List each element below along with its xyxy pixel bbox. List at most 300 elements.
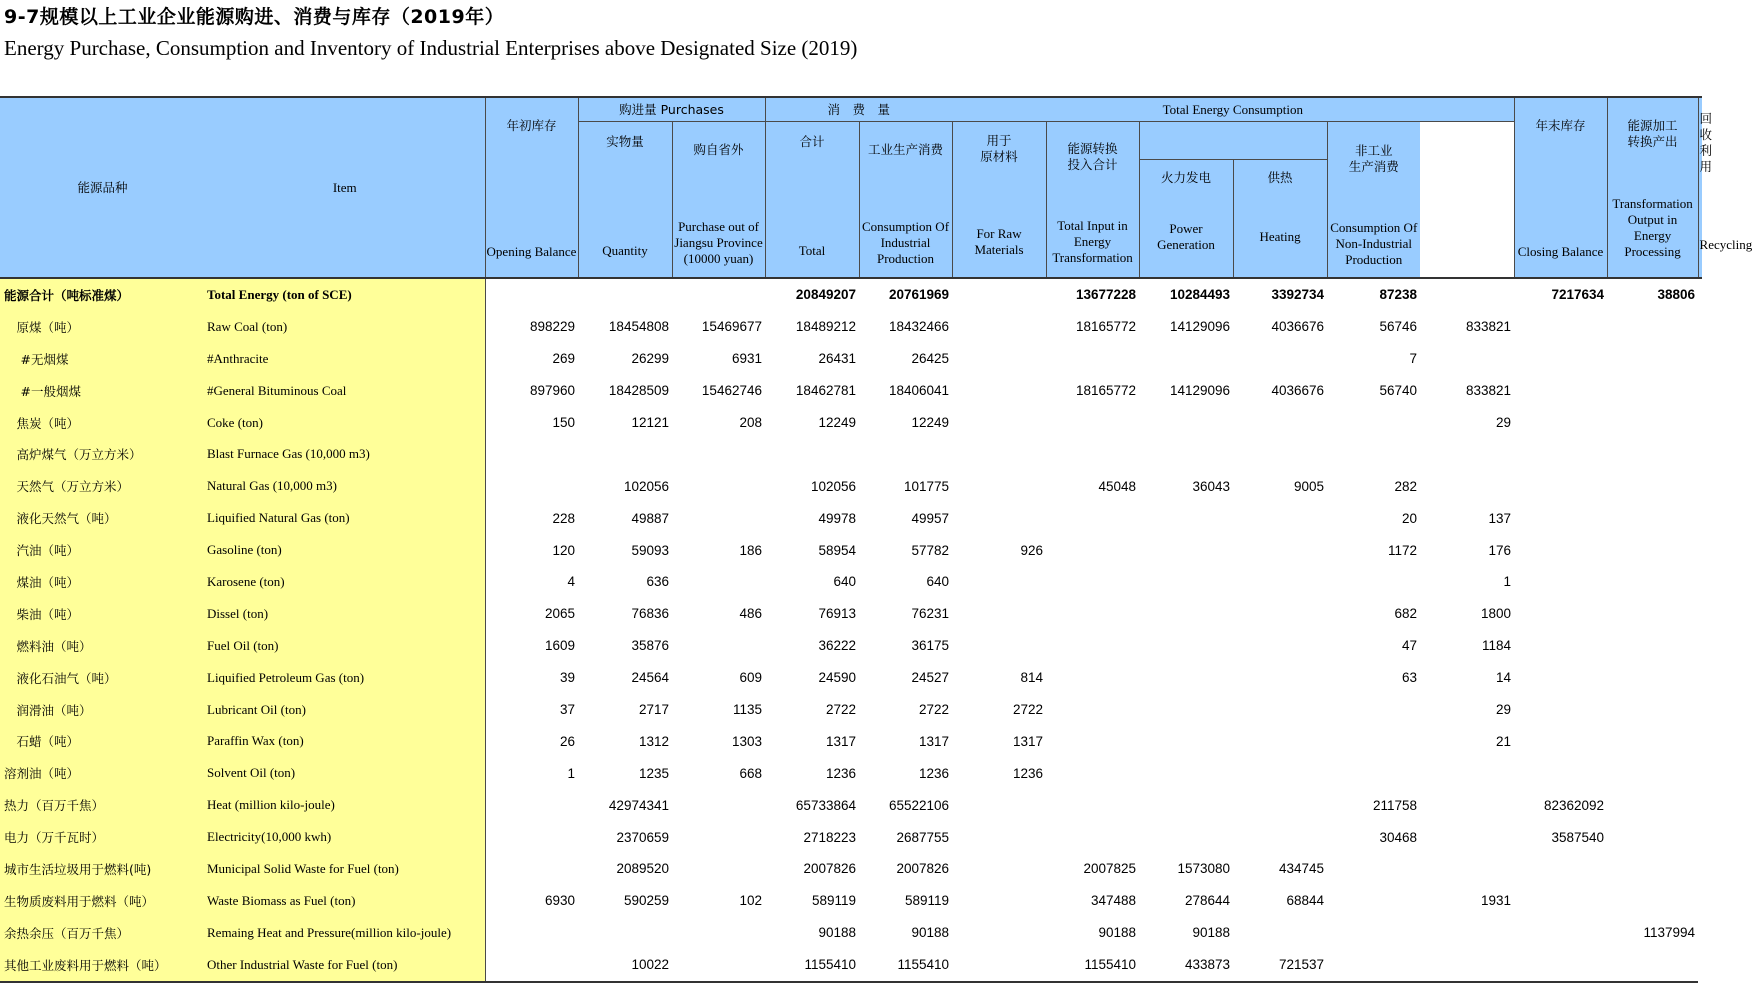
table-cell: 102 [739,893,762,909]
table-cell [1327,853,1420,885]
table-cell: 90188 [1192,925,1231,941]
header-recycling [1698,97,1752,278]
table-cell [1514,470,1607,502]
table-cell: 65733864 [795,797,856,813]
header-closing-en: Closing Balance [1517,243,1604,259]
table-cell [485,789,578,821]
row-item-zh: 电力（万千瓦时） [0,821,205,853]
table-cell: 90188 [1098,925,1137,941]
header-total-zh: 合计 [799,134,825,149]
header-transf-spacer [1139,122,1327,160]
table-cell [1514,502,1607,534]
table-cell [1046,789,1139,821]
table-cell [1046,534,1139,566]
table-cell: 2718223 [803,829,856,845]
table-cell [765,438,859,470]
table-cell: 4036676 [1271,319,1325,335]
table-cell [1607,375,1698,407]
table-cell: 1155410 [1046,949,1139,982]
table-cell: 14129096 [1169,319,1231,335]
row-item-zh: 高炉煤气（万立方米） [0,438,205,470]
table-cell: 18165772 [1075,319,1137,335]
header-nonind [1327,122,1420,279]
row-item-zh: #无烟煤 [0,343,205,375]
header-quantity-en: Quantity [602,243,648,258]
table-cell: 208 [739,415,762,430]
table-cell: 87238 [1379,287,1418,303]
table-cell [859,438,952,470]
table-cell: 56746 [1379,319,1418,335]
table-row [0,502,1702,534]
table-cell: 26431 [818,351,856,367]
table-cell: 833821 [1465,319,1512,335]
table-cell: 433873 [1139,949,1233,982]
table-cell: 150 [552,415,575,430]
table-cell [1420,278,1514,311]
table-cell [1514,375,1607,407]
table-cell: 833821 [1465,383,1512,399]
table-row [0,885,1702,917]
table-cell [1139,725,1233,757]
table-cell: 24527 [911,670,950,686]
table-cell: 12121 [631,415,669,430]
table-cell: 49887 [631,510,669,526]
table-cell [1327,725,1420,757]
table-cell: 21 [1496,733,1512,749]
table-cell [952,470,1046,502]
table-cell: 29 [1496,702,1512,718]
table-cell: 1573080 [1177,861,1231,877]
header-closing [1514,97,1607,278]
row-item-en: Total Energy (ton of SCE) [205,278,485,311]
table-cell: 1931 [1481,893,1512,909]
table-cell: 1317 [1012,733,1044,749]
row-item-zh: 城市生活垃圾用于燃料(吨) [0,853,205,885]
table-cell: 2722 [825,702,856,718]
table-cell: 20849207 [795,287,856,303]
table-cell [1514,757,1607,789]
table-cell: 18462781 [795,383,856,399]
table-cell: 18406041 [888,383,950,399]
table-cell: 926 [1020,542,1044,558]
table-cell [952,789,1046,821]
table-cell: 1135 [732,702,762,718]
header-outprov [672,122,765,279]
row-item-en: Municipal Solid Waste for Fuel (ton) [205,853,485,885]
table-cell: 137 [1488,510,1512,526]
table-cell: 24590 [818,670,856,686]
table-cell [952,566,1046,598]
table-cell: 897960 [529,383,575,399]
header-industrial [859,122,952,279]
table-cell [1514,949,1607,982]
table-row [0,917,1702,949]
table-cell: 49957 [911,510,950,526]
table-cell: 2370659 [616,829,669,845]
table-cell: 1155410 [765,949,859,982]
table-cell [1233,917,1327,949]
header-recycling-zh: 回收利用 [1699,110,1713,174]
table-cell: 15469677 [701,319,762,335]
table-cell [578,278,672,311]
table-cell: 176 [1488,542,1512,558]
table-cell: 1155410 [859,949,952,982]
row-item-zh: 溶剂油（吨） [0,757,205,789]
table-cell: 609 [739,670,762,686]
table-cell: 1184 [1482,638,1512,654]
table-cell [1514,407,1607,439]
table-cell: 26299 [631,351,669,367]
table-cell [485,470,578,502]
table-cell [1607,630,1698,662]
table-cell [952,917,1046,949]
table-cell: 35876 [631,638,669,654]
table-cell [1514,534,1607,566]
table-cell: 1800 [1481,606,1512,622]
table-cell: 38806 [1657,287,1696,303]
header-opening [485,97,578,278]
table-cell: 76913 [818,606,856,622]
table-cell: 228 [552,510,575,526]
table-cell [1607,438,1698,470]
table-cell: 2007825 [1083,861,1137,877]
table-cell: 18432466 [888,319,950,335]
table-cell [1046,694,1139,726]
table-cell [1046,821,1139,853]
row-item-zh: 生物质废料用于燃料（吨） [0,885,205,917]
table-cell: 1172 [1387,542,1418,558]
row-item-en: Waste Biomass as Fuel (ton) [205,885,485,917]
table-cell [1046,502,1139,534]
table-cell: 49978 [818,510,856,526]
table-cell [1607,534,1698,566]
table-cell [1046,757,1139,789]
table-cell: 1 [567,765,575,781]
table-row [0,630,1702,662]
table-cell: 486 [739,606,762,622]
header-industrial-zh: 工业生产消费 [868,142,944,157]
table-cell: 347488 [1090,893,1137,909]
header-opening-en: Opening Balance [486,243,577,259]
table-cell: 1317 [825,733,856,749]
header-rawmat [952,122,1046,279]
table-cell: 3587540 [1551,829,1605,845]
row-item-en: Gasoline (ton) [205,534,485,566]
table-cell: 59093 [631,542,669,558]
table-cell [1607,694,1698,726]
table-cell [485,853,578,885]
table-cell: 211758 [1372,797,1418,813]
row-item-zh: 液化天然气（吨） [0,502,205,534]
header-heating-zh: 供热 [1233,159,1327,196]
table-cell [952,598,1046,630]
table-cell [1514,630,1607,662]
table-cell: 20761969 [888,287,950,303]
table-row [0,470,1702,502]
table-cell [1607,343,1698,375]
table-cell: 24564 [631,670,669,686]
table-cell: 20 [1401,510,1418,526]
row-item-en: Fuel Oil (ton) [205,630,485,662]
table-cell [1233,757,1327,789]
table-row [0,789,1702,821]
table-cell: 13677228 [1075,287,1137,303]
header-transf-zh2: 投入合计 [1067,157,1118,172]
table-cell [1420,470,1514,502]
table-cell [1514,343,1607,375]
row-item-en: Heat (million kilo-joule) [205,789,485,821]
table-cell [1139,694,1233,726]
table-cell [952,502,1046,534]
table-row [0,311,1702,343]
table-cell [1139,438,1233,470]
table-cell: 90188 [818,925,856,941]
table-cell: 7 [1409,351,1418,367]
row-item-zh: 润滑油（吨） [0,694,205,726]
row-item-zh: 余热余压（百万千焦） [0,917,205,949]
header-quantity [578,122,672,279]
table-cell [672,278,765,311]
table-cell: 589119 [904,893,950,909]
table-cell: 1236 [918,765,950,781]
header-recycling-en: Recycling [1699,236,1752,252]
table-cell [1514,725,1607,757]
table-cell: 63 [1401,670,1418,686]
header-consumption-zh: 消 费 量 [765,97,952,122]
row-item-zh: 石蜡（吨） [0,725,205,757]
row-item-zh: 焦炭（吨） [0,407,205,439]
table-cell: 278644 [1184,893,1231,909]
header-opening-zh: 年初库存 [506,117,557,133]
table-cell: 721537 [1233,949,1327,982]
table-cell [1420,917,1514,949]
table-cell [1607,789,1698,821]
table-row [0,534,1702,566]
table-cell [1607,853,1698,885]
table-cell [578,917,672,949]
row-item-en: #General Bituminous Coal [205,375,485,407]
table-cell [485,917,578,949]
header-transf-zh1: 能源转换 [1067,141,1118,156]
table-cell [1233,725,1327,757]
table-cell [672,821,765,853]
row-item-en: Other Industrial Waste for Fuel (ton) [205,949,485,982]
table-cell: 68844 [1286,893,1325,909]
table-row [0,278,1702,311]
table-cell [1046,438,1139,470]
table-cell [952,278,1046,311]
table-cell [1514,566,1607,598]
table-cell [672,438,765,470]
table-cell: 36222 [818,638,856,654]
table-cell: 2687755 [896,829,950,845]
table-cell [1607,311,1698,343]
header-item-en: Item [205,97,485,278]
table-cell [1139,502,1233,534]
table-cell [1139,789,1233,821]
table-cell [1046,598,1139,630]
energy-table [0,96,1752,983]
table-cell [1233,694,1327,726]
table-cell [952,853,1046,885]
table-cell: 12249 [911,415,950,430]
table-cell: 898229 [529,319,575,335]
table-row [0,757,1702,789]
table-cell: 682 [1394,606,1418,622]
table-cell [672,853,765,885]
table-cell [1139,598,1233,630]
header-quantity-zh: 实物量 [606,134,644,149]
table-cell [485,438,578,470]
table-cell: 1 [1503,574,1512,590]
table-row [0,343,1702,375]
table-cell: 1236 [825,765,856,781]
table-cell: 18165772 [1075,383,1137,399]
table-cell [1420,438,1514,470]
table-cell [1139,662,1233,694]
table-cell [672,917,765,949]
header-nonind-zh1: 非工业 [1355,143,1393,158]
table-cell: 18454808 [608,319,669,335]
table-cell [578,438,672,470]
table-cell [1607,502,1698,534]
table-cell [1607,598,1698,630]
table-cell [1327,949,1420,982]
header-rawmat-en: For Raw Materials [974,226,1024,257]
table-cell [1327,566,1420,598]
table-row [0,566,1702,598]
table-cell [1139,630,1233,662]
table-cell: 102056 [623,478,669,494]
table-cell [672,470,765,502]
row-item-en: Karosene (ton) [205,566,485,598]
table-cell: 636 [646,574,669,590]
row-item-en: Raw Coal (ton) [205,311,485,343]
header-power-en: Power Generation [1139,196,1233,278]
table-row [0,598,1702,630]
row-item-en: Liquified Natural Gas (ton) [205,502,485,534]
table-cell: 57782 [911,542,950,558]
table-cell: 1317 [918,733,950,749]
row-item-zh: 其他工业废料用于燃料（吨） [0,949,205,982]
table-cell: 6931 [731,351,762,367]
table-cell: 26 [559,733,575,749]
table-row [0,694,1702,726]
table-cell: 6930 [544,893,575,909]
table-cell: 7217634 [1551,287,1605,303]
table-cell: 14 [1496,670,1512,686]
table-cell [1607,821,1698,853]
page-title-zh: 9-7规模以上工业企业能源购进、消费与库存（2019年） [4,6,505,28]
table-cell: 2722 [918,702,950,718]
table-cell [1514,694,1607,726]
table-cell [1046,566,1139,598]
table-cell: 120 [552,542,575,558]
table-cell [1233,598,1327,630]
header-nonind-zh2: 生产消费 [1348,159,1399,174]
table-cell: 42974341 [608,797,669,813]
table-cell [1327,917,1420,949]
table-cell [672,630,765,662]
row-item-zh: 汽油（吨） [0,534,205,566]
table-cell [1046,630,1139,662]
table-cell [1139,534,1233,566]
table-cell [1233,566,1327,598]
table-cell [1607,470,1698,502]
row-item-en: Electricity(10,000 kwh) [205,821,485,853]
header-transf-en: Total Input in Energy Transformation [1052,218,1133,265]
table-cell [1420,343,1514,375]
header-total-en: Total [798,243,826,258]
table-cell [1233,407,1327,439]
table-cell: 58954 [818,542,856,558]
page-title-en: Energy Purchase, Consumption and Inventory of Industrial Enterprises above Designated Size (2019) [4,36,858,60]
table-cell [1233,534,1327,566]
table-cell [1420,949,1514,982]
table-cell [485,278,578,311]
table-cell [1139,407,1233,439]
row-item-zh: 热力（百万千焦） [0,789,205,821]
table-row [0,725,1702,757]
table-cell [1046,407,1139,439]
table-cell [952,407,1046,439]
row-item-en: Liquified Petroleum Gas (ton) [205,662,485,694]
row-item-en: Dissel (ton) [205,598,485,630]
table-cell: 36175 [911,638,950,654]
table-cell: 36043 [1192,478,1231,494]
table-cell: 1303 [731,733,762,749]
table-cell: 2007826 [896,861,950,877]
table-cell [1607,662,1698,694]
table-row [0,438,1702,470]
table-cell [672,789,765,821]
table-cell [1607,407,1698,439]
table-cell [1607,885,1698,917]
table-cell [1233,438,1327,470]
table-cell: 65522106 [888,797,950,813]
table-cell [1514,853,1607,885]
header-industrial-en: Consumption Of Industrial Production [861,219,950,266]
table-cell: 434745 [1278,861,1325,877]
table-cell [672,949,765,982]
row-item-zh: 原煤（吨） [0,311,205,343]
header-heating-en: Heating [1233,196,1327,278]
table-row [0,407,1702,439]
table-cell [1607,949,1698,982]
row-item-en: Remaing Heat and Pressure(million kilo-joule) [205,917,485,949]
row-item-zh: 燃料油（吨） [0,630,205,662]
table-cell [1046,343,1139,375]
table-cell: 2007826 [803,861,856,877]
table-cell [1420,853,1514,885]
table-cell: 1609 [544,638,575,654]
table-cell: 4036676 [1271,383,1325,399]
table-cell [485,949,578,982]
table-cell: 90188 [911,925,950,941]
table-cell [1420,757,1514,789]
table-cell [1514,662,1607,694]
table-cell [1327,694,1420,726]
table-cell: 102056 [810,478,856,494]
table-cell [1607,725,1698,757]
table-cell: 640 [833,574,856,590]
table-cell: 186 [739,542,762,558]
table-cell: 668 [739,765,762,781]
table-cell: 39 [559,670,575,686]
table-cell [952,438,1046,470]
row-item-en: Solvent Oil (ton) [205,757,485,789]
table-cell [1139,343,1233,375]
